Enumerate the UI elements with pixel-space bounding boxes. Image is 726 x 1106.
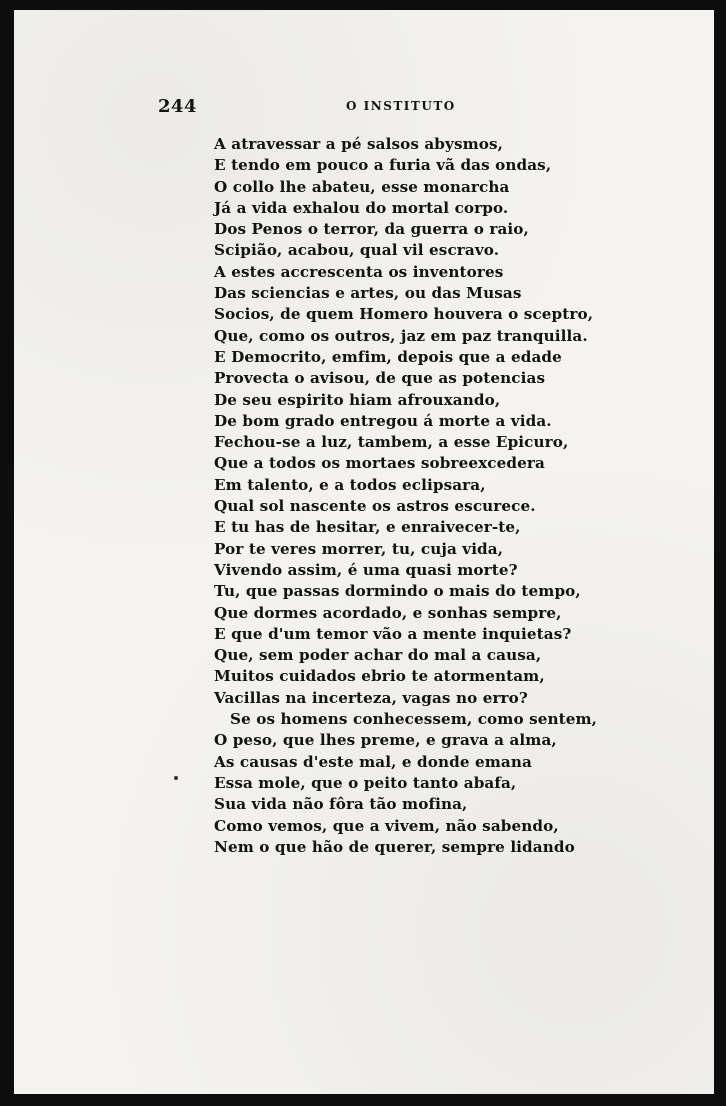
verse-line: Qual sol nascente os astros escurece. [214,497,536,516]
verse-line: O peso, que lhes preme, e grava a alma, [214,731,557,750]
verse-line: Scipião, acabou, qual vil escravo. [214,241,500,260]
verse-line: E tu has de hesitar, e enraivecer-te, [214,518,521,537]
ink-speck [174,776,178,780]
verse-line: Sua vida não fôra tão mofina, [214,795,468,814]
verse-line: Que, como os outros, jaz em paz tranquilla. [214,326,588,345]
page-number: 244 [158,96,198,117]
poem-body [214,134,598,858]
verse-line: E que d'um temor vão a mente inquietas? [214,624,572,643]
verse-line: Dos Penos o terror, da guerra o raio, [214,220,529,239]
verse-line: De seu espirito hiam afrouxando, [214,390,501,409]
verse-line: Socios, de quem Homero houvera o sceptro, [214,305,594,324]
running-title: O INSTITUTO [346,99,456,113]
verse-line: Em talento, e a todos eclipsara, [214,475,486,494]
verse-line: Que dormes acordado, e sonhas sempre, [214,603,562,622]
verse-line: Tu, que passas dormindo o mais do tempo, [214,582,581,601]
verse-line: Se os homens conhecessem, como sentem, [230,710,598,729]
verse-line: Vivendo assim, é uma quasi morte? [214,560,518,579]
verse-line: As causas d'este mal, e donde emana [214,752,532,771]
verse-line: O collo lhe abateu, esse monarcha [214,177,510,196]
verse-line: Nem o que hão de querer, sempre lidando [214,837,575,856]
book-page [14,10,714,1094]
page-header [158,96,628,122]
verse-line: A estes accrescenta os inventores [214,262,504,281]
verse-line: Muitos cuidados ebrio te atormentam, [214,667,545,686]
verse-line: Por te veres morrer, tu, cuja vida, [214,539,504,558]
verse-line: Das sciencias e artes, ou das Musas [214,284,522,303]
verse-line: Fechou-se a luz, tambem, a esse Epicuro, [214,433,569,452]
verse-line: De bom grado entregou á morte a vida. [214,411,552,430]
verse-line: E Democrito, emfim, depois que a edade [214,347,562,366]
verse-line: E tendo em pouco a furia vã das ondas, [214,156,552,175]
verse-line: A atravessar a pé salsos abysmos, [214,135,504,153]
verse-line: Já a vida exhalou do mortal corpo. [214,198,509,217]
verse-line: Essa mole, que o peito tanto abafa, [214,773,517,792]
verse-line: Que, sem poder achar do mal a causa, [214,646,542,665]
verse-line: Provecta o avisou, de que as potencias [214,369,546,388]
verse-line: Que a todos os mortaes sobreexcedera [214,454,545,473]
verse-line: Vacillas na incerteza, vagas no erro? [214,688,528,707]
verse-line: Como vemos, que a vivem, não sabendo, [214,816,559,835]
